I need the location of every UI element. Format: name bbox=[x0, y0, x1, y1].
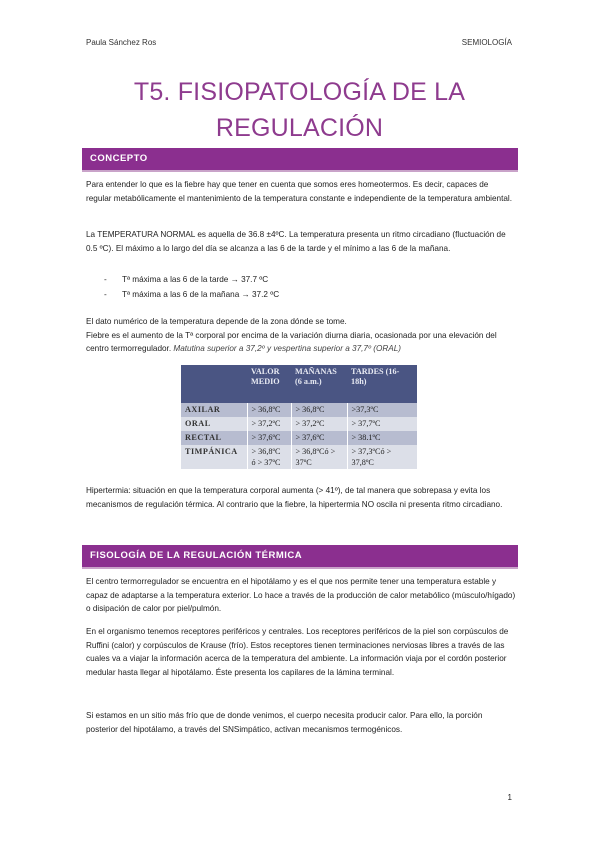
table-cell: > 38.1ºC bbox=[347, 431, 417, 445]
fisiologia-paragraph-3: Si estamos en un sitio más frío que de donde venimos, el cuerpo necesita producir calor. Para ello, la porción posterior del hipotálamo, a través del SNSimpático, activan mecanismos termogénicos. bbox=[86, 711, 483, 734]
table-cell: TIMPÁNICA bbox=[181, 445, 247, 469]
table-cell: > 37,2ºC bbox=[291, 417, 347, 431]
table-header-row bbox=[181, 365, 417, 403]
bullet-item: - Tª máxima a las 6 de la tarde → 37.7 ºC bbox=[104, 275, 269, 284]
table-cell: > 37,2ºC bbox=[247, 417, 291, 431]
fisiologia-paragraph-2: En el organismo tenemos receptores periféricos y centrales. Los receptores periféricos de la piel son corpúsculos de Ruffini (calor) y corpúsculos de Krause (frío). Estos receptores tienen terminaciones nerviosas libres a través de las cuales va a viajar la información acerca de la temperatura del ambiente. La información viaja por el cordón posterior medular hasta llegar al hipotálamo. Éste presenta los capilares de la lámina terminal. bbox=[86, 627, 509, 677]
table-cell: > 37,6ºC bbox=[291, 431, 347, 445]
bullet-text: Tª máxima a las 6 de la mañana → 37.2 ºC bbox=[122, 290, 280, 299]
table-row bbox=[181, 403, 417, 417]
concepto-paragraph-1: Para entender lo que es la fiebre hay que tener en cuenta que somos eres homeotermos. Es decir, capaces de regular metabólicamente el mantenimiento de la temperatura constante e independiente de la temperatura ambiental. bbox=[86, 180, 513, 203]
concepto-paragraph-2: La TEMPERATURA NORMAL es aquella de 36.8 ±4ºC. La temperatura presenta un ritmo circadiano (fluctuación de 0.5 ºC). El máximo a lo largo del día se alcanza a las 6 de la tarde y el mínimo a las 6 de la mañana. bbox=[86, 230, 506, 253]
table-cell: > 36,8ºC bbox=[291, 403, 347, 417]
table-cell: >37,3ºC bbox=[347, 403, 417, 417]
table-row bbox=[181, 445, 417, 469]
fisiologia-paragraph-1: El centro termorregulador se encuentra en el hipotálamo y es el que nos permite tener una temperatura estable y capaz de adaptarse a la temperatura exterior. Lo hace a través de la producción de calor metabólico (músculo/hígado) o disipación de calor por piel/pulmón. bbox=[86, 577, 516, 613]
concepto-paragraph-3c: Matutina superior a 37,2º y vespertina superior a 37,7º (ORAL) bbox=[173, 344, 402, 353]
table-cell: > 37,3ºCó > 37,8ºC bbox=[347, 445, 417, 469]
table-cell: > 37,7ºC bbox=[347, 417, 417, 431]
table-row bbox=[181, 431, 417, 445]
concepto-paragraph-4: Hipertermia: situación en que la temperatura corporal aumenta (> 41º), de tal manera que sobrepasa y evita los mecanismos de regulación térmica. Al contrario que la fiebre, la hipertermia NO oscila ni presenta ritmo circadiano. bbox=[86, 486, 503, 509]
table-cell: > 36,8ºCó > 37ºC bbox=[291, 445, 347, 469]
section-heading-concepto: CONCEPTO bbox=[82, 148, 518, 170]
header-subject: SEMIOLOGÍA bbox=[461, 38, 512, 47]
concepto-paragraph-3 bbox=[86, 315, 516, 356]
table-header: MAÑANAS (6 a.m.) bbox=[291, 365, 347, 403]
table-cell: AXILAR bbox=[181, 403, 247, 417]
bullet-item: - Tª máxima a las 6 de la mañana → 37.2 ºC bbox=[104, 290, 280, 299]
table-cell: > 36,8ºC bbox=[247, 403, 291, 417]
table-cell: > 37,6ºC bbox=[247, 431, 291, 445]
table-cell: RECTAL bbox=[181, 431, 247, 445]
section-heading-fisiologia: FISOLOGÍA DE LA REGULACIÓN TÉRMICA bbox=[82, 545, 518, 567]
bullet-text: Tª máxima a las 6 de la tarde → 37.7 ºC bbox=[122, 275, 269, 284]
table-header bbox=[181, 365, 247, 403]
concepto-paragraph-3b: Fiebre es el aumento de la Tª corporal por encima de la variación diurna diaria, ocasionada por una elevación del centro termorregulador. bbox=[86, 330, 497, 353]
table-row bbox=[181, 417, 417, 431]
page-number: 1 bbox=[507, 793, 512, 802]
title-line-1: T5. FISIOPATOLOGÍA DE LA REGULACIÓN bbox=[133, 78, 466, 142]
table-cell: ORAL bbox=[181, 417, 247, 431]
table-header: TARDES (16-18h) bbox=[347, 365, 417, 403]
table-cell: > 36,8ºC ó > 37ºC bbox=[247, 445, 291, 469]
concepto-paragraph-3a: El dato numérico de la temperatura depende de la zona dónde se tome. bbox=[86, 317, 347, 326]
temperature-table bbox=[181, 365, 417, 469]
header-author: Paula Sánchez Ros bbox=[86, 38, 157, 47]
table-header: VALOR MEDIO bbox=[247, 365, 291, 403]
